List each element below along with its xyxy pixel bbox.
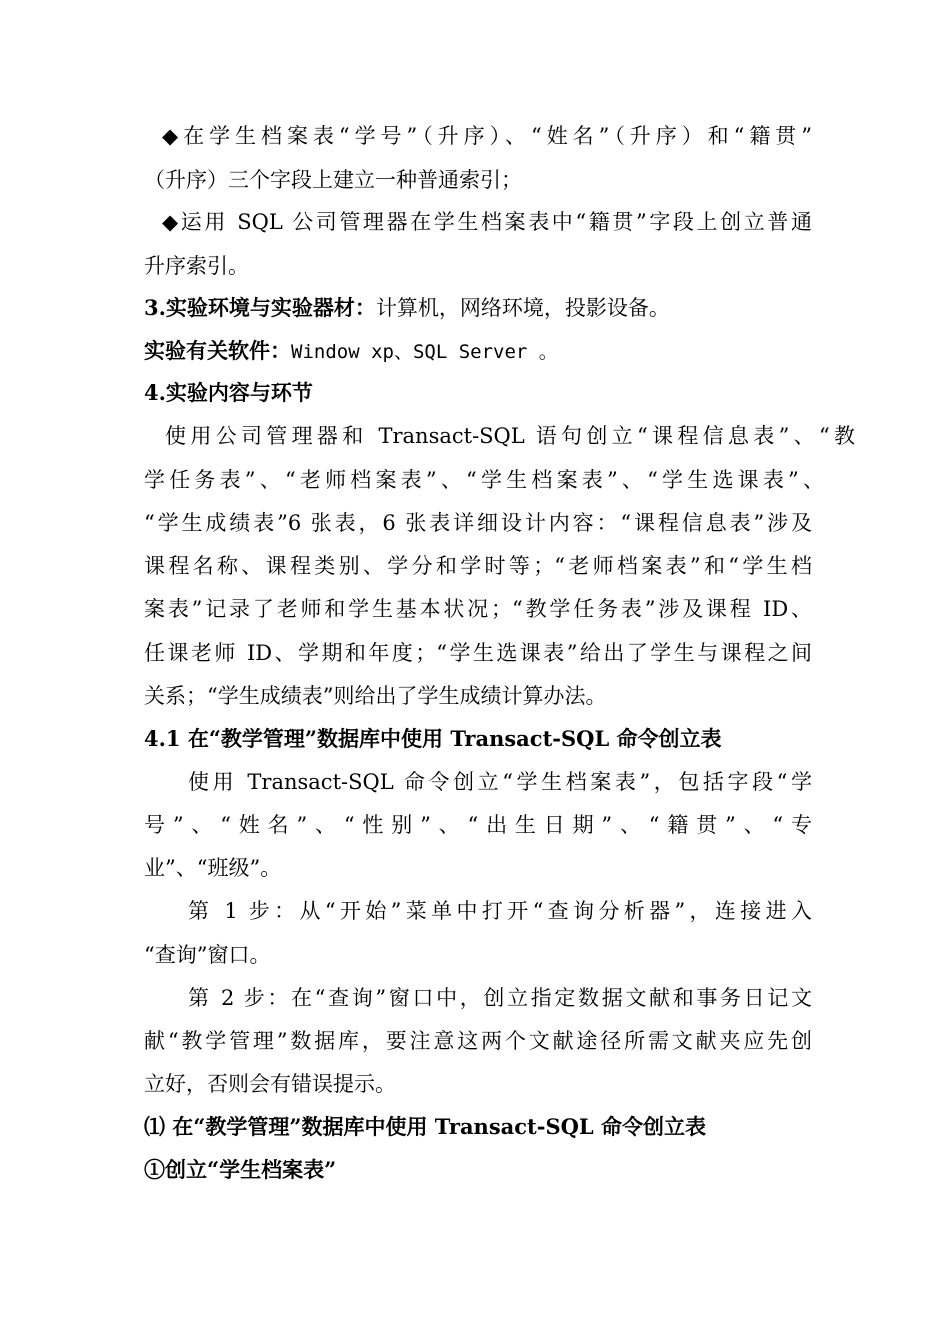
section-4-1-heading: 4.1 在“教学管理”数据库中使用 Transact-SQL 命令创立表 (144, 726, 722, 751)
section-3-text: 计算机，网络环境，投影设备。 (375, 296, 670, 320)
section-4-heading: 4.实验内容与环节 (144, 380, 313, 405)
body-para-1-line-1: 使用公司管理器和 Transact-SQL 语句创立“课程信息表”、“教 (165, 424, 855, 448)
software-line (144, 336, 812, 367)
body-para-2-line-1: 使用 Transact-SQL 命令创立“学生档案表”，包括字段“学 (188, 770, 812, 794)
body-para-2-line-2: 号”、“姓名”、“性别”、“出生日期”、“籍贯”、“专 (144, 813, 812, 837)
body-para-1-line-2: 学任务表”、“老师档案表”、“学生档案表”、“学生选课表”、 (144, 468, 824, 492)
subsection-1a-heading: ①创立“学生档案表” (144, 1157, 337, 1182)
body-para-1-line-3: “学生成绩表”6 张表，6 张表详细设计内容：“课程信息表”涉及 (144, 511, 812, 535)
step-1-line-1: 第 1 步：从“开始”菜单中打开“查询分析器”，连接进入 (188, 899, 812, 923)
software-label: 实验有关软件： (144, 338, 291, 363)
step-2-line-3: 立好，否则会有错误提示。 (144, 1072, 396, 1096)
body-para-1-line-7: 关系；“学生成绩表”则给出了学生成绩计算办法。 (144, 684, 607, 708)
body-para-1-line-6: 任课老师 ID、学期和年度；“学生选课表”给出了学生与课程之间 (144, 641, 812, 665)
section-3-line (144, 293, 812, 323)
body-para-2-line-3: 业”、“班级”。 (144, 856, 282, 880)
bullet-line-1-cont: （升序）三个字段上建立一种普通索引； (144, 168, 522, 192)
bullet-line-2-cont: 升序索引。 (144, 254, 249, 278)
software-text: Window xp、SQL Server 。 (291, 341, 558, 363)
section-3-heading: 3.实验环境与实验器材： (144, 295, 376, 320)
step-2-line-1: 第 2 步：在“查询”窗口中，创立指定数据文献和事务日记文 (188, 986, 812, 1010)
body-para-1-line-5: 案表”记录了老师和学生基本状况；“教学任务表”涉及课程 ID、 (144, 597, 812, 621)
subsection-1-heading: ⑴ 在“教学管理”数据库中使用 Transact-SQL 命令创立表 (144, 1114, 706, 1139)
step-1-line-2: “查询”窗口。 (144, 943, 271, 967)
bullet-line-2: ◆运用 SQL 公司管理器在学生档案表中“籍贯”字段上创立普通 (162, 210, 812, 234)
step-2-line-2: 献“教学管理”数据库，要注意这两个文献途径所需文献夹应先创 (144, 1029, 812, 1053)
bullet-line-1: ◆在学生档案表“学号”（升序）、“姓名”（升序）和“籍贯” (162, 124, 812, 148)
body-para-1-line-4: 课程名称、课程类别、学分和学时等；“老师档案表”和“学生档 (144, 554, 812, 578)
